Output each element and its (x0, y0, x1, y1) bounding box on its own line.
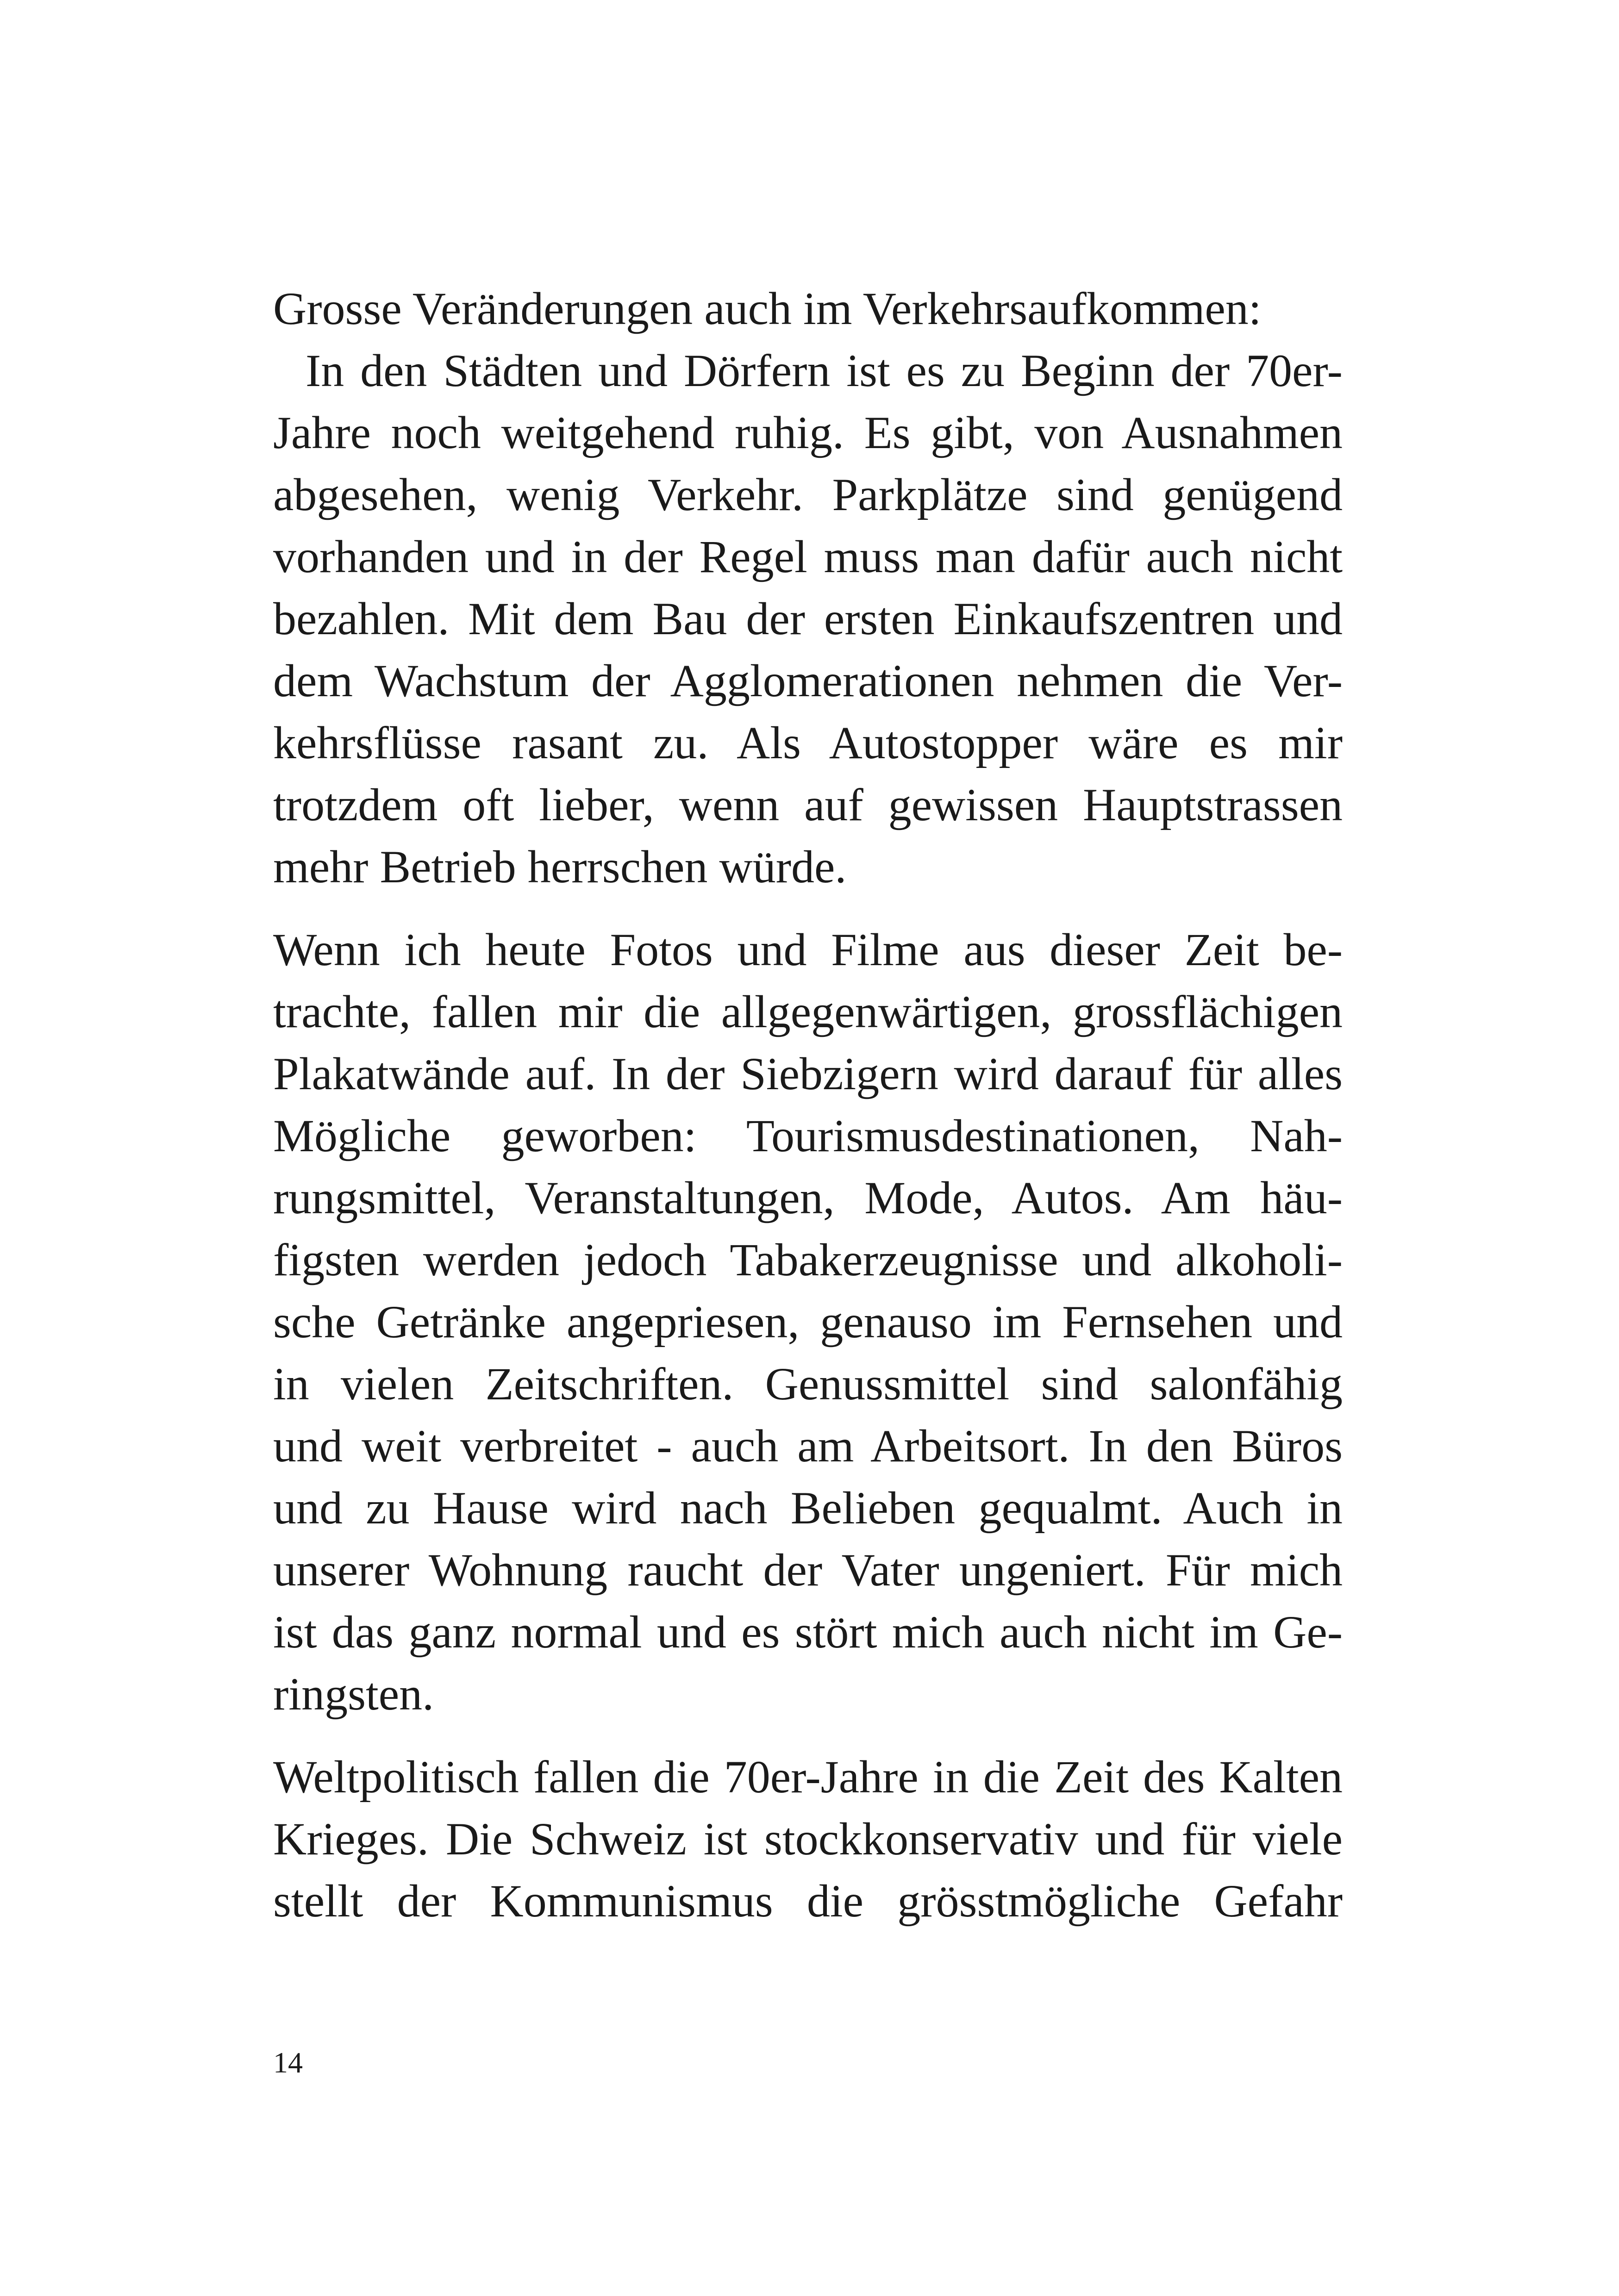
text-line: Wenn ich heute Fotos und Filme aus dieser Zeit be- (273, 924, 1343, 975)
text-line: Plakatwände auf. In der Siebzigern wird darauf für alles (273, 1048, 1343, 1099)
text-line: In den Städten und Dörfern ist es zu Beginn der 70er- (306, 345, 1343, 396)
text-line: unserer Wohnung raucht der Vater ungeniert. Für mich (273, 1544, 1343, 1596)
text-line: in vielen Zeitschriften. Genussmittel sind salonfähig (273, 1358, 1343, 1410)
text-line: abgesehen, wenig Verkehr. Parkplätze sind genügend (273, 469, 1343, 520)
text-line: Grosse Veränderungen auch im Verkehrsaufkommen: (273, 283, 1262, 334)
paragraph-gap (273, 898, 1343, 919)
text-line: sche Getränke angepriesen, genauso im Fernsehen und (273, 1296, 1343, 1348)
body-text (273, 278, 1343, 1932)
text-line: dem Wachstum der Agglomerationen nehmen die Ver- (273, 655, 1343, 706)
text-line: trachte, fallen mir die allgegenwärtigen, grossflächigen (273, 986, 1343, 1037)
paragraph-gap (273, 1725, 1343, 1746)
text-line: trotzdem oft lieber, wenn auf gewissen Hauptstrassen (273, 779, 1343, 830)
text-line: Jahre noch weitgehend ruhig. Es gibt, von Ausnahmen (273, 407, 1343, 458)
text-line: ist das ganz normal und es stört mich auch nicht im Ge- (273, 1606, 1343, 1658)
text-line: Mögliche geworben: Tourismusdestinationen, Nah- (273, 1110, 1343, 1161)
text-line: stellt der Kommunismus die grösstmögliche Gefahr (273, 1875, 1343, 1927)
text-line: Weltpolitisch fallen die 70er-Jahre in die Zeit des Kalten (273, 1751, 1343, 1803)
text-line: und zu Hause wird nach Belieben gequalmt. Auch in (273, 1482, 1343, 1534)
text-line: und weit verbreitet - auch am Arbeitsort. In den Büros (273, 1420, 1343, 1472)
text-line: vorhanden und in der Regel muss man dafür auch nicht (273, 531, 1343, 582)
text-line: rungsmittel, Veranstaltungen, Mode, Autos. Am häu- (273, 1172, 1343, 1223)
page-number: 14 (273, 2046, 303, 2079)
text-line: mehr Betrieb herrschen würde. (273, 841, 847, 892)
text-line: bezahlen. Mit dem Bau der ersten Einkaufszentren und (273, 593, 1343, 644)
text-line: figsten werden jedoch Tabakerzeugnisse und alkoholi- (273, 1234, 1343, 1285)
text-line: Krieges. Die Schweiz ist stockkonservativ und für viele (273, 1813, 1343, 1865)
text-line: ringsten. (273, 1668, 434, 1720)
text-line: kehrsflüsse rasant zu. Als Autostopper wäre es mir (273, 717, 1343, 768)
